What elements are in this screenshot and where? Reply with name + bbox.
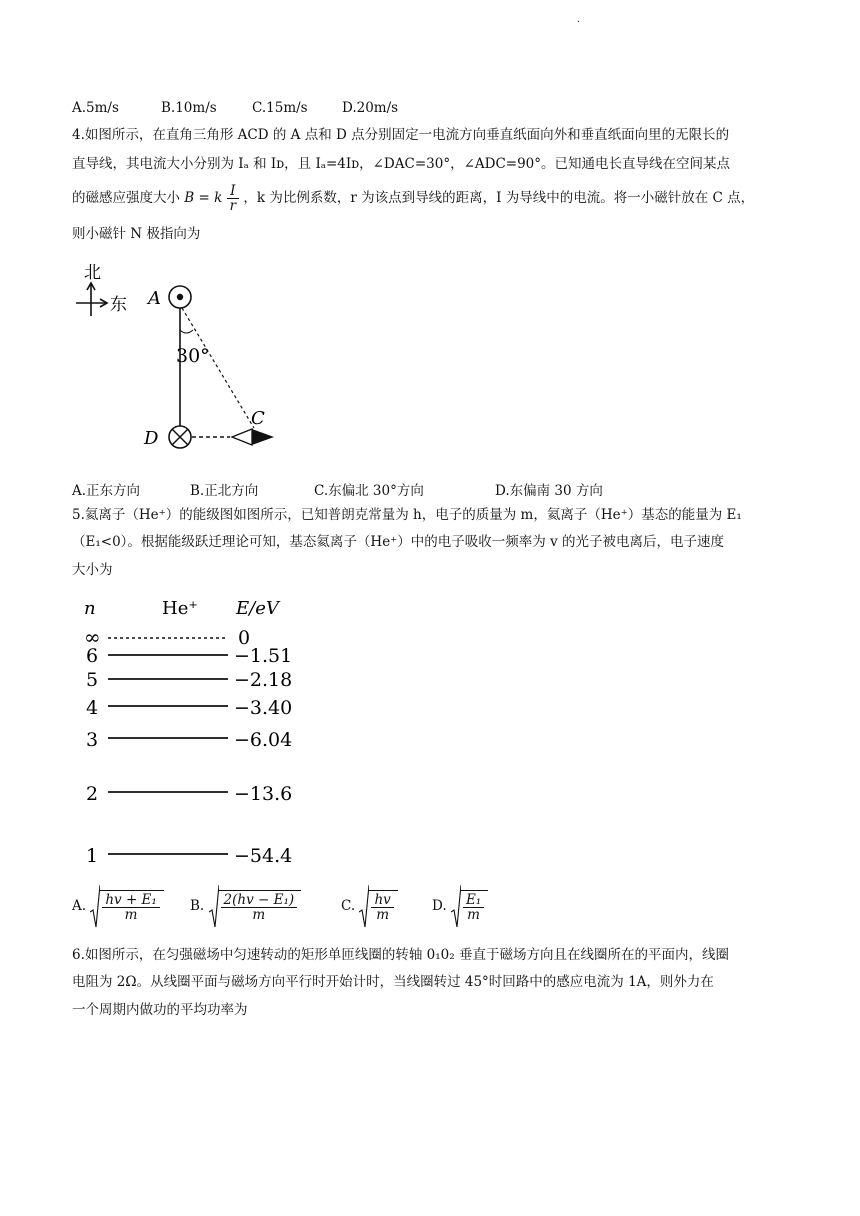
column-energy-label: E/eV	[236, 598, 279, 619]
formula-lhs: B = k	[184, 190, 223, 206]
level-e-1: −54.4	[234, 845, 293, 867]
q4-line-1: 4.如图所示，在直角三角形 ACD 的 A 点和 D 点分别固定一电流方向垂直纸面向外和垂直纸面向里的无限长的	[72, 127, 730, 143]
q5-option-b	[190, 884, 301, 928]
sqrt-d	[451, 884, 488, 928]
level-e-inf: 0	[238, 627, 251, 649]
q4-option-b: B.正北方向	[190, 483, 259, 499]
header-mark: .	[577, 14, 581, 25]
q3-option-d: D.20m/s	[342, 100, 399, 116]
radical-icon	[90, 884, 100, 928]
q6-line-3: 一个周期内做功的平均功率为	[72, 1002, 248, 1018]
q5-b-denominator: m	[252, 907, 266, 923]
segment-ac-dashed	[182, 308, 254, 428]
q4-line-3-pre: 的磁感应强度大小	[72, 190, 180, 206]
q5-option-d	[432, 884, 488, 928]
q4-line-4: 则小磁针 N 极指向为	[72, 226, 201, 242]
column-ion-label: He⁺	[162, 598, 198, 619]
sqrt-a	[90, 884, 163, 928]
level-e-3: −6.04	[234, 729, 293, 751]
q4-option-a: A.正东方向	[72, 483, 141, 499]
level-n-2: 2	[86, 783, 99, 805]
q5-a-numerator: hv + E₁	[102, 893, 159, 908]
q6-line-1: 6.如图所示，在匀强磁场中匀速转动的矩形单匝线圈的转轴 0₁0₂ 垂直于磁场方向且在线圈所在的平面内，线圈	[72, 947, 729, 963]
level-n-4: 4	[86, 697, 99, 719]
q5-a-denominator: m	[124, 907, 138, 923]
q5-option-c	[341, 884, 398, 928]
radical-icon	[359, 884, 369, 928]
q4-option-d: D.东偏南 30 方向	[495, 483, 603, 499]
needle-south-half	[232, 429, 252, 445]
level-n-1: 1	[86, 845, 99, 867]
point-d-label: D	[144, 428, 159, 449]
level-e-6: −1.51	[234, 645, 293, 667]
q5-option-c-label: C.	[341, 898, 356, 914]
q5-option-a-label: A.	[72, 898, 87, 914]
q5-d-numerator: E₁	[463, 893, 484, 908]
compass-east-label: 东	[110, 295, 127, 315]
q5-option-b-label: B.	[190, 898, 205, 914]
energy-level-diagram	[72, 592, 312, 872]
compass-north-label: 北	[84, 263, 101, 283]
point-c-label: C	[251, 408, 265, 429]
level-n-5: 5	[86, 669, 99, 691]
q4-option-c: C.东偏北 30°方向	[314, 483, 424, 499]
level-n-3: 3	[86, 729, 99, 751]
column-n-label: n	[84, 598, 96, 619]
angle-label: 30°	[176, 345, 210, 367]
q5-line-3: 大小为	[72, 562, 113, 578]
q3-option-b: B.10m/s	[161, 100, 217, 116]
q4-line-2: 直导线，其电流大小分别为 Iₐ 和 Iᴅ，且 Iₐ=4Iᴅ，∠DAC=30°，∠ADC=90°。已知通电长直导线在空间某点	[72, 156, 731, 172]
q4-line-3	[72, 181, 754, 215]
level-e-5: −2.18	[234, 669, 293, 691]
radical-icon	[451, 884, 461, 928]
q5-d-denominator: m	[467, 907, 480, 923]
sqrt-c	[359, 884, 397, 928]
q5-line-1: 5.氦离子（He⁺）的能级图如图所示，已知普朗克常量为 h，电子的质量为 m，氦离子（He⁺）基态的能量为 E₁	[72, 507, 742, 523]
needle-north-half-icon	[252, 429, 274, 445]
formula-denominator: r	[229, 198, 237, 214]
q6-line-2: 电阻为 2Ω。从线圈平面与磁场方向平行时开始计时，当线圈转过 45°时回路中的感应电流为 1A，则外力在	[72, 974, 714, 990]
level-n-inf: ∞	[84, 625, 101, 649]
q5-c-numerator: hv	[371, 893, 393, 908]
level-e-4: −3.40	[234, 697, 293, 719]
level-n-6: 6	[86, 645, 99, 667]
q5-option-d-label: D.	[432, 898, 447, 914]
level-e-2: −13.6	[234, 783, 293, 805]
wire-a-dot	[177, 294, 183, 300]
q3-option-c: C.15m/s	[252, 100, 308, 116]
point-a-label: A	[148, 288, 161, 309]
q4-figure	[72, 258, 292, 458]
q3-option-a: A.5m/s	[72, 100, 119, 116]
angle-arc	[180, 330, 193, 333]
q5-c-denominator: m	[376, 907, 389, 923]
q5-option-a	[72, 884, 164, 928]
q5-line-2: （E₁<0）。根据能级跃迁理论可知，基态氦离子（He⁺）中的电子吸收一频率为 v 的光子被电离后，电子速度	[72, 534, 725, 550]
radical-icon	[209, 884, 219, 928]
q5-b-numerator: 2(hv − E₁)	[221, 893, 298, 908]
formula-fraction	[227, 184, 239, 213]
sqrt-b	[209, 884, 302, 928]
q4-line-3-post: ，k 为比例系数，r 为该点到导线的距离，I 为导线中的电流。将一小磁针放在 C 点，	[243, 190, 755, 206]
formula-numerator: I	[227, 184, 238, 199]
